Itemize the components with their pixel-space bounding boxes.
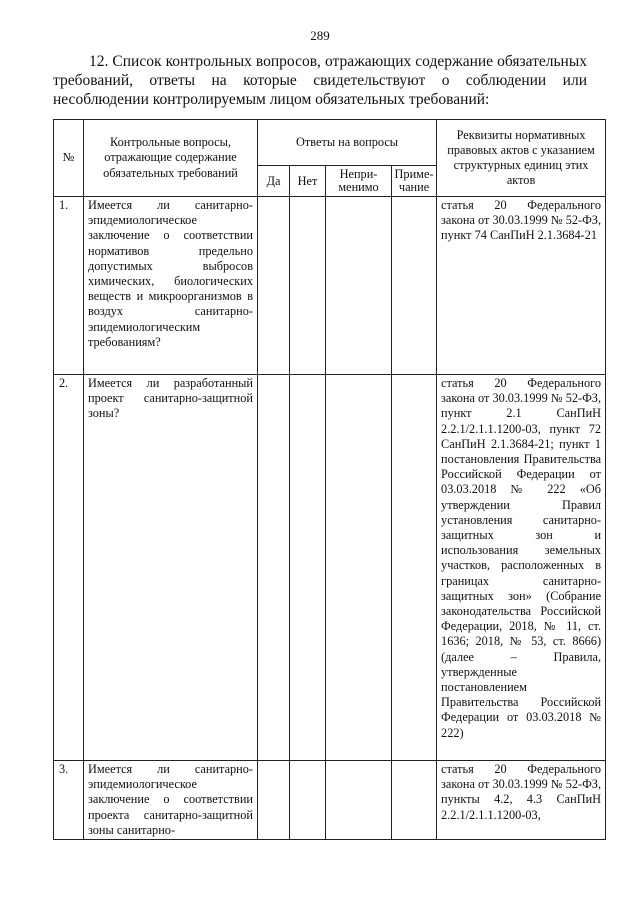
table-row — [54, 197, 606, 375]
header-question: Контрольные вопросы, отражающие содержание обязательных требований — [84, 120, 258, 197]
answer-note-cell — [392, 761, 437, 840]
checklist-table — [53, 119, 606, 840]
row-number: 1. — [54, 197, 84, 375]
header-note: Приме-чание — [392, 166, 437, 197]
header-num: № — [54, 120, 84, 197]
answer-yes-cell — [258, 197, 290, 375]
answer-note-cell — [392, 375, 437, 761]
row-requisites: статья 20 Федерального закона от 30.03.1999 № 52-ФЗ, пункт 2.1 СанПиН 2.2.1/2.1.1.1200-03, пункт 72 СанПиН 2.1.3684-21; пункт 1 постановления Правительства Российской Федерации от 03.03.2018 № 222 «Об утверждении Правил установления санитарно-защитных зон и использования земельных участков, расположенных в границах санитарно-защитных зон» (Собрание законодательства Российской Федерации, 2018, № 11, ст. 1636; 2018, № 53, ст. 8666) (далее – Правила, утвержденные постановлением Правительства Российской Федерации от 03.03.2018 № 222) — [437, 375, 606, 761]
row-requisites: статья 20 Федерального закона от 30.03.1999 № 52-ФЗ, пункт 74 СанПиН 2.1.3684-21 — [437, 197, 606, 375]
section-heading: 12. Список контрольных вопросов, отражающих содержание обязательных требований, ответы на которые свидетельствуют о соблюдении или несоблюдении контролируемым лицом обязательных требований: — [53, 53, 587, 108]
row-number: 3. — [54, 761, 84, 840]
answer-no-cell — [290, 375, 326, 761]
answer-yes-cell — [258, 375, 290, 761]
header-requisites: Реквизиты нормативных правовых актов с указанием структурных единиц этих актов — [437, 120, 606, 197]
header-yes: Да — [258, 166, 290, 197]
row-number: 2. — [54, 375, 84, 761]
answer-na-cell — [326, 197, 392, 375]
answer-na-cell — [326, 761, 392, 840]
answer-note-cell — [392, 197, 437, 375]
row-question: Имеется ли разработанный проект санитарно-защитной зоны? — [84, 375, 258, 761]
table-row — [54, 761, 606, 840]
table-header-row — [54, 120, 606, 166]
header-not-applicable: Непри-менимо — [326, 166, 392, 197]
row-question: Имеется ли санитарно-эпидемиологическое заключение о соответствии проекта санитарно-защитной зоны санитарно- — [84, 761, 258, 840]
row-requisites: статья 20 Федерального закона от 30.03.1999 № 52-ФЗ, пункты 4.2, 4.3 СанПиН 2.2.1/2.1.1.1200-03, — [437, 761, 606, 840]
header-answers: Ответы на вопросы — [258, 120, 437, 166]
answer-no-cell — [290, 761, 326, 840]
answer-no-cell — [290, 197, 326, 375]
header-no: Нет — [290, 166, 326, 197]
answer-yes-cell — [258, 761, 290, 840]
table-row — [54, 375, 606, 761]
page-number: 289 — [310, 28, 330, 43]
answer-na-cell — [326, 375, 392, 761]
row-question: Имеется ли санитарно-эпидемиологическое заключение о соответствии нормативов предельно допустимых выбросов химических, биологических веществ и микроорганизмов в воздух санитарно-эпидемиологическим требованиям? — [84, 197, 258, 375]
